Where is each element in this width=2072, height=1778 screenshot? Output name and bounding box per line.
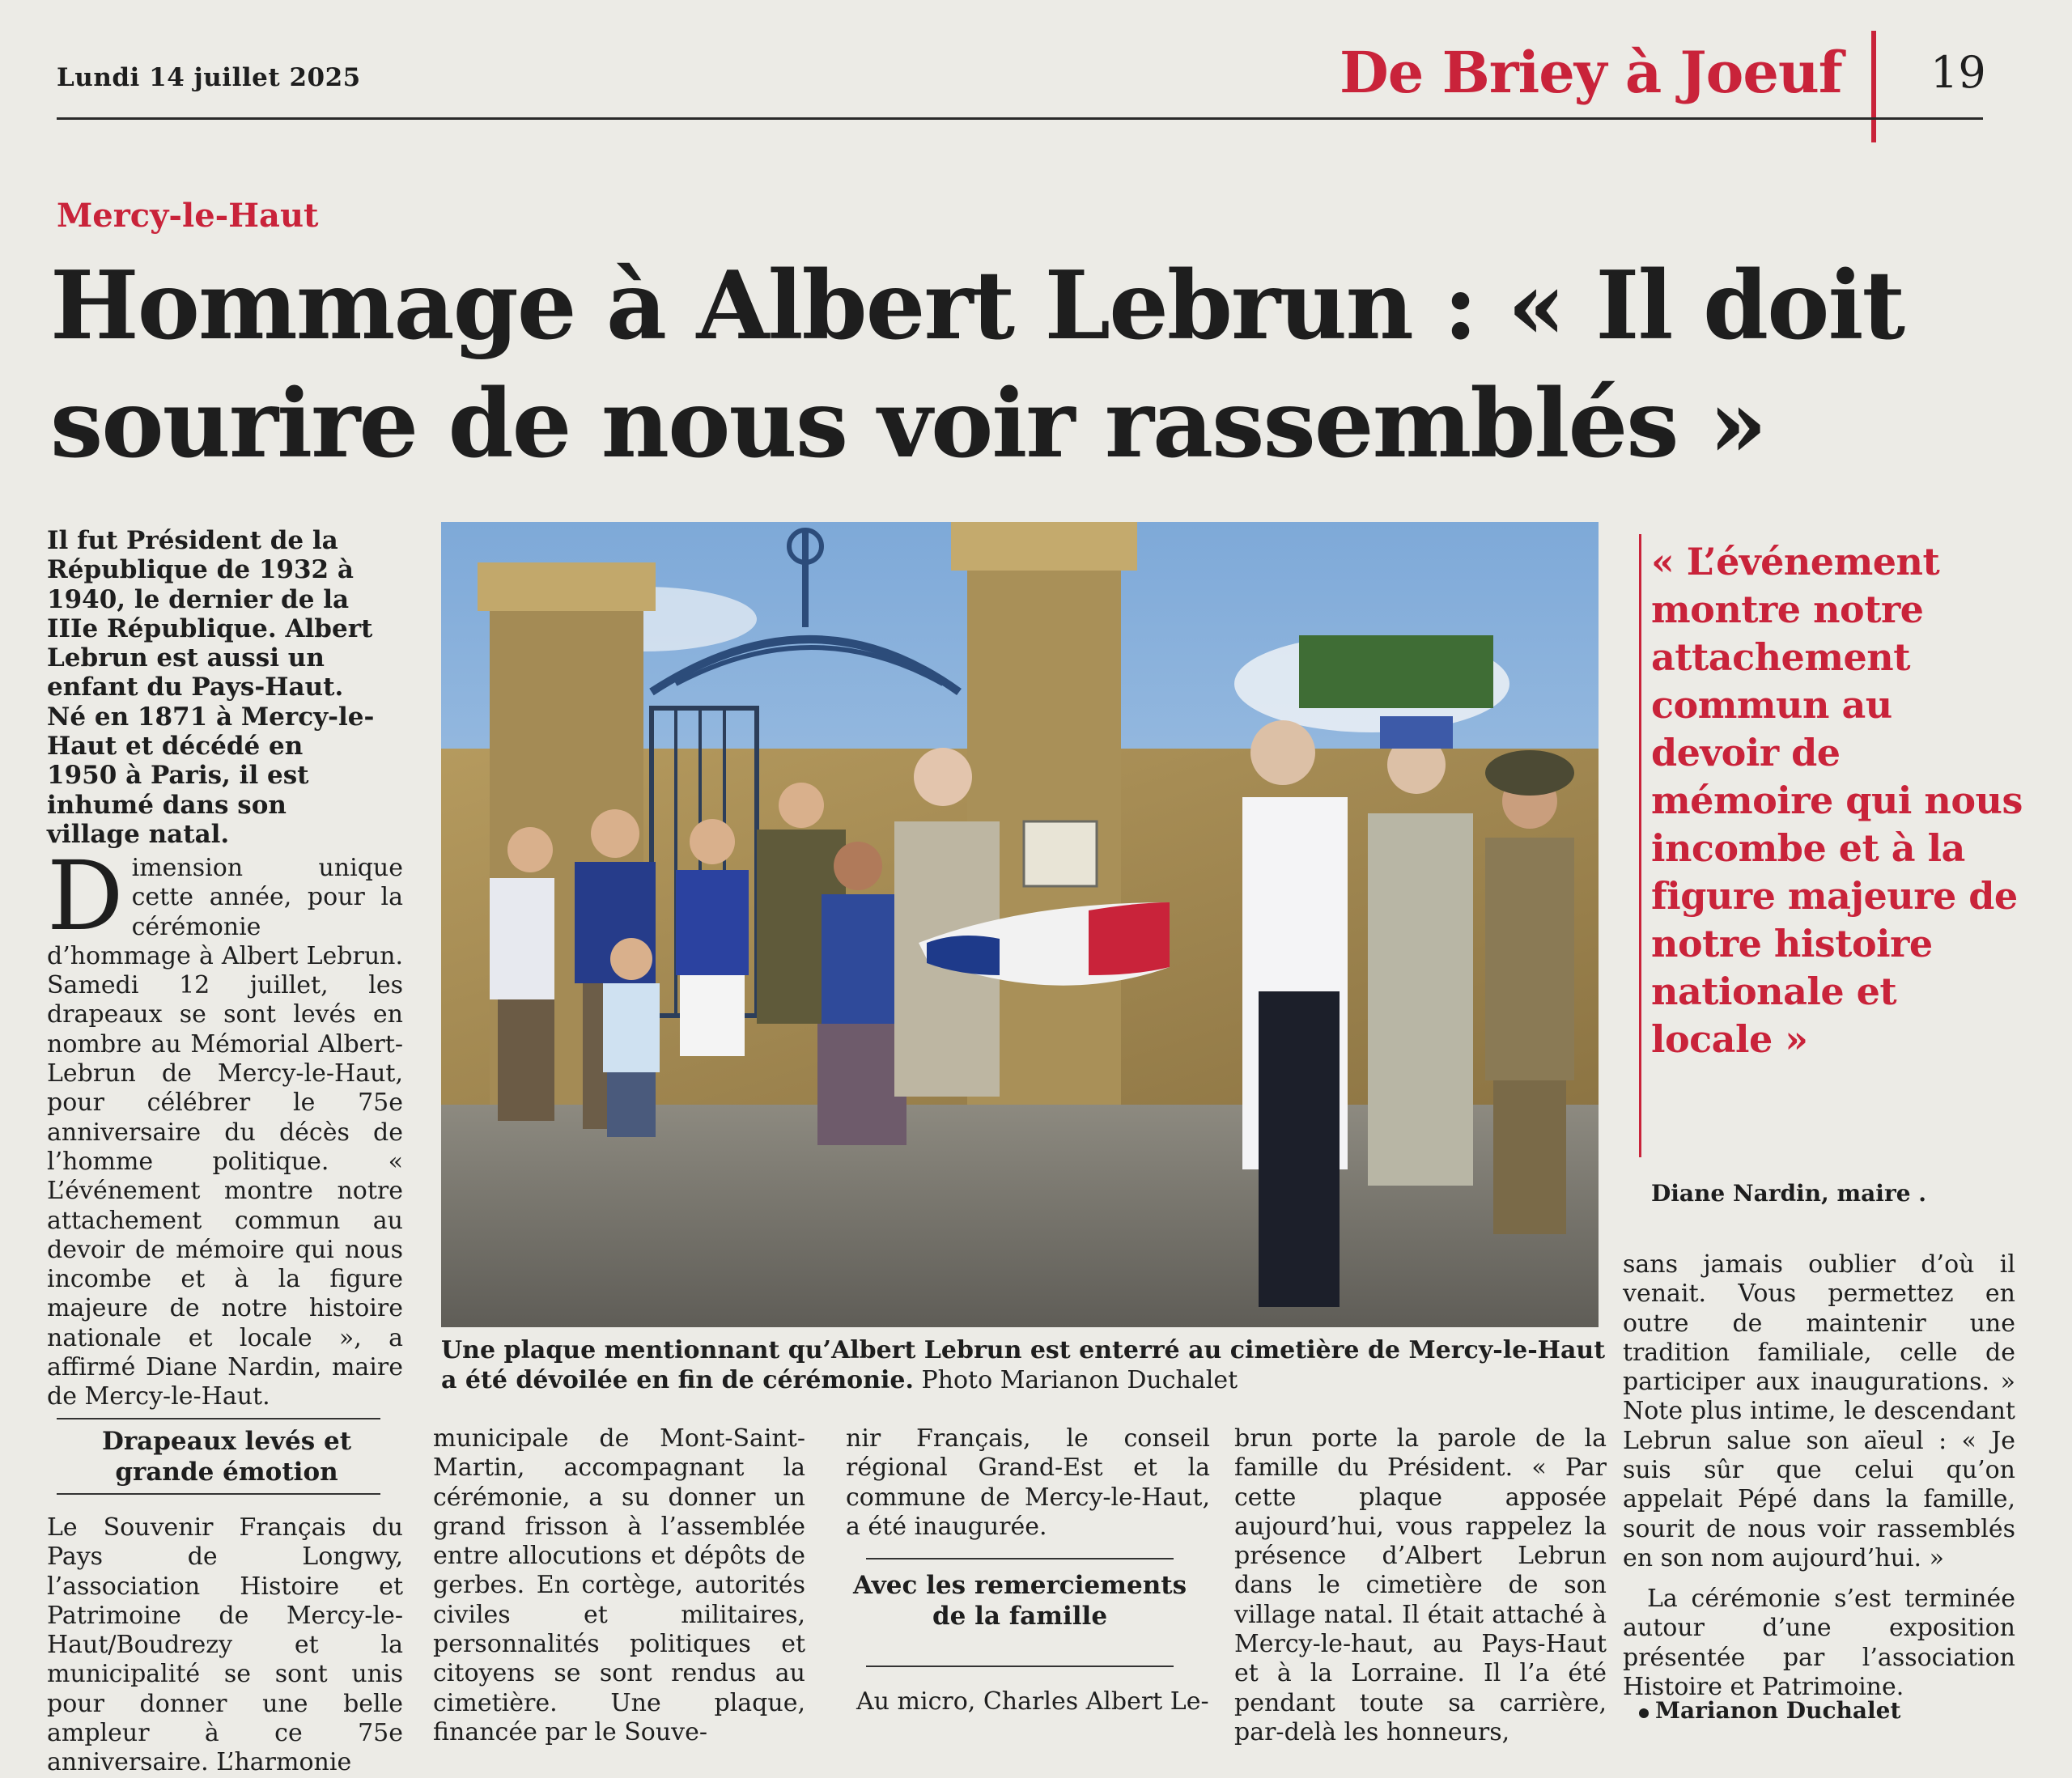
photo-credit: Photo Marianon Duchalet xyxy=(921,1366,1238,1394)
page-number: 19 xyxy=(1930,47,1986,98)
ceremony-photo-graphic xyxy=(441,522,1599,1327)
section-title: De Briey à Joeuf xyxy=(1340,39,1842,106)
body-column-4-top: nir Français, le conseil régional Grand-Est et la commune de Mercy-le-Haut, a été inaugurée. xyxy=(846,1424,1210,1541)
caption-text: Une plaque mentionnant qu’Albert Lebrun est enterré au cimetière de Mercy-le-Haut a été dévoilée en fin de cérémonie. xyxy=(441,1336,1606,1394)
subhead-rule-bottom xyxy=(57,1493,380,1495)
subhead2-rule-top xyxy=(866,1558,1174,1559)
body-column-1 xyxy=(47,840,403,1412)
section-divider xyxy=(1871,31,1876,142)
subhead2-rule-bottom xyxy=(866,1666,1174,1667)
header-rule xyxy=(57,117,1983,120)
article-lede: Il fut Président de la République de 1932 à 1940, le dernier de la IIIe République. Albert Lebrun est aussi un enfant du Pays-Haut. Né en 1871 à Mercy-le-Haut et décédé en 1950 à Paris, il est inhumé dans son village natal. xyxy=(47,526,375,849)
body-column-6: sans jamais oublier d’où il venait. Vous permettez en outre de maintenir une tradition familiale, celle de participer aux inaugurations. » Note plus intime, le descendant Lebrun salue son aïeul : « Je suis sûr que celui qu’on appelait Pépé dans la famille, sourit de nous voir rassemblés en son nom aujourd’hui. » xyxy=(1623,1250,2015,1572)
subhead-drapeaux: Drapeaux levés et grande émotion xyxy=(101,1427,352,1487)
body-column-2: Le Souvenir Français du Pays de Longwy, l’association Histoire et Patrimoine de Mercy-le-Haut/Boudrezy et la municipalité se sont unis pour donner une belle ampleur à ce 75e anniversaire. L’harmonie xyxy=(47,1513,403,1777)
author-name: Marianon Duchalet xyxy=(1655,1697,1901,1724)
body-column-5: brun porte la parole de la famille du Président. « Par cette plaque apposée aujourd’hui, vous rappelez la présence d’Albert Lebrun dans le cimetière de son village natal. Il était attaché à Mercy-le-haut, au Pays-Haut et à la Lorraine. Il l’a été pendant toute sa carrière, par-delà les honneurs, xyxy=(1234,1424,1607,1746)
article-headline: Hommage à Albert Lebrun : « Il doit sourire de nous voir rassemblés » xyxy=(50,251,1904,479)
pull-quote-attribution: Diane Nardin, maire . xyxy=(1651,1180,1927,1207)
drop-cap: D xyxy=(47,840,124,952)
body-column-4-bottom: Au micro, Charles Albert Le- xyxy=(856,1687,1209,1716)
photo-caption xyxy=(441,1335,1615,1395)
pull-quote-bar xyxy=(1639,534,1641,1157)
ceremony-photo xyxy=(441,522,1599,1327)
body-column-3: municipale de Mont-Saint-Martin, accompagnant la cérémonie, a su donner un grand frisson à l’assemblée entre allocutions et dépôts de gerbes. En cortège, autorités civiles et militaires, personnalités politiques et citoyens se sont rendus au cimetière. Une plaque, financée par le Souve- xyxy=(433,1424,805,1746)
subhead-rule-top xyxy=(57,1418,380,1419)
subhead-remerciements: Avec les remerciements de la famille xyxy=(852,1571,1187,1631)
pull-quote: « L’événement montre notre attachement commun au devoir de mémoire qui nous incombe et à la figure majeure de notre histoire nationale et locale » xyxy=(1651,540,2023,1061)
bullet-icon xyxy=(1639,1708,1649,1718)
body-text-1: imension unique cette année, pour la cérémonie d’hommage à Albert Lebrun. Samedi 12 juillet, les drapeaux se sont levés en nombre au Mémorial Albert-Lebrun de Mercy-le-Haut, pour célébrer le 75e anniversaire du décès de l’homme politique. « L’événement montre notre attachement commun au devoir de mémoire qui nous incombe et à la figure majeure de notre histoire nationale et locale », a affirmé Diane Nardin, maire de Mercy-le-Haut. xyxy=(47,854,403,1411)
issue-date: Lundi 14 juillet 2025 xyxy=(57,63,361,92)
body-column-6-closing: La cérémonie s’est terminée autour d’une exposition présentée par l’association Histoire et Patrimoine. xyxy=(1623,1585,2015,1701)
article-kicker: Mercy-le-Haut xyxy=(57,197,319,235)
author-signature xyxy=(1639,1697,1900,1724)
